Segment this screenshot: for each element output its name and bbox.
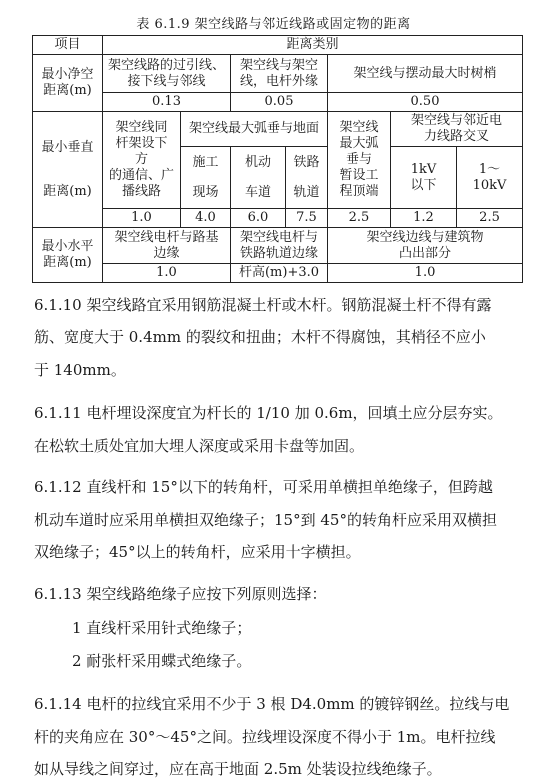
table-cell: 1.0 <box>328 264 523 283</box>
row-head-horizontal: 最小水平 距离(m) <box>33 228 103 283</box>
table-caption: 表 6.1.9 架空线路与邻近线路或固定物的距离 <box>136 17 411 32</box>
vertical-col-temp: 架空线 最大弧 垂与 暂设工 程顶端 <box>328 112 391 209</box>
paragraph-line: 机动车道时应采用单横担双绝缘子；15°到 45°的转角杆应采用双横担 <box>34 511 497 529</box>
header-distance-type: 距离类别 <box>103 36 523 55</box>
table-cell: 1.0 <box>103 209 181 228</box>
vertical-col-sag: 架空线最大弧垂与地面 <box>181 112 328 147</box>
paragraph-line: 双绝缘子；45°以上的转角杆，应采用十字横担。 <box>34 543 361 561</box>
paragraph-line: 6.1.11 电杆埋设深度宜为杆长的 1/10 加 0.6m，回填土应分层夯实。 <box>34 404 503 422</box>
header-row <box>33 36 523 55</box>
paragraph-line: 6.1.13 架空线路绝缘子应按下列原则选择： <box>34 585 327 603</box>
table-cell: 1.0 <box>103 264 231 283</box>
table-cell: 杆高(m)+3.0 <box>231 264 328 283</box>
vertical-sub-construct: 施工 现场 <box>181 147 231 209</box>
vertical-sub-1kv: 1kV 以下 <box>391 147 457 209</box>
clearance-col-leadwire: 架空线路的过引线、 接下线与邻线 <box>103 55 231 93</box>
row-head-clearance: 最小净空 距离(m) <box>33 55 103 112</box>
paragraph-line: 杆的夹角应在 30°～45°之间。拉线埋设深度不得小于 1m。电杆拉线 <box>34 728 496 746</box>
horizontal-col-rail: 架空线电杆与 铁路轨道边缘 <box>231 228 328 264</box>
table-cell: 2.5 <box>457 209 523 228</box>
table-cell: 0.13 <box>103 93 231 112</box>
table-cell: 7.5 <box>286 209 328 228</box>
paragraph-line: 在松软土质处宜加大埋人深度或采用卡盘等加固。 <box>34 437 365 455</box>
paragraph-line: 6.1.14 电杆的拉线宜采用不少于 3 根 D4.0mm 的镀锌钢丝。拉线与电 <box>34 695 510 713</box>
table-cell: 0.50 <box>328 93 523 112</box>
table-cell: 0.05 <box>231 93 328 112</box>
table-cell: 4.0 <box>181 209 231 228</box>
header-item: 项目 <box>33 36 103 55</box>
vertical-col-comm: 架空线同 杆架设下 方 的通信、广 播线路 <box>103 112 181 209</box>
table-cell: 2.5 <box>328 209 391 228</box>
vertical-sub-rail: 铁路 轨道 <box>286 147 328 209</box>
horizontal-values-row <box>33 264 523 283</box>
clearance-col-pole: 架空线与架空 线，电杆外缘 <box>231 55 328 93</box>
vertical-col-cross: 架空线与邻近电 力线路交叉 <box>391 112 523 147</box>
list-item: 2 耐张杆采用蝶式绝缘子。 <box>72 652 252 670</box>
horizontal-col-roadbed: 架空线电杆与路基 边缘 <box>103 228 231 264</box>
row-head-vertical: 最小垂直 距离(m) <box>33 112 103 228</box>
paragraph-line: 6.1.10 架空线路宜采用钢筋混凝土杆或木杆。钢筋混凝土杆不得有露 <box>34 296 492 314</box>
clearance-col-tree: 架空线与摆动最大时树梢 <box>328 55 523 93</box>
vertical-sub-motor: 机动 车道 <box>231 147 286 209</box>
paragraph-line: 于 140mm。 <box>34 361 126 379</box>
table-cell: 6.0 <box>231 209 286 228</box>
clearance-values-row <box>33 93 523 112</box>
vertical-sub-10kv: 1～ 10kV <box>457 147 523 209</box>
list-item: 1 直线杆采用针式绝缘子； <box>72 619 252 637</box>
table-cell: 1.2 <box>391 209 457 228</box>
clearance-header-row <box>33 55 523 93</box>
distance-table <box>32 35 523 283</box>
paragraph-line: 筋、宽度大于 0.4mm 的裂纹和扭曲；木杆不得腐蚀，其梢径不应小 <box>34 328 486 346</box>
paragraph-line: 6.1.12 直线杆和 15°以下的转角杆，可采用单横担单绝缘子，但跨越 <box>34 478 493 496</box>
horizontal-col-building: 架空线边线与建筑物 凸出部分 <box>328 228 523 264</box>
vertical-values-row <box>33 209 523 228</box>
horizontal-header-row <box>33 228 523 264</box>
vertical-header-row-1 <box>33 112 523 147</box>
paragraph-line: 如从导线之间穿过，应在高于地面 2.5m 处装设拉线绝缘子。 <box>34 760 442 778</box>
